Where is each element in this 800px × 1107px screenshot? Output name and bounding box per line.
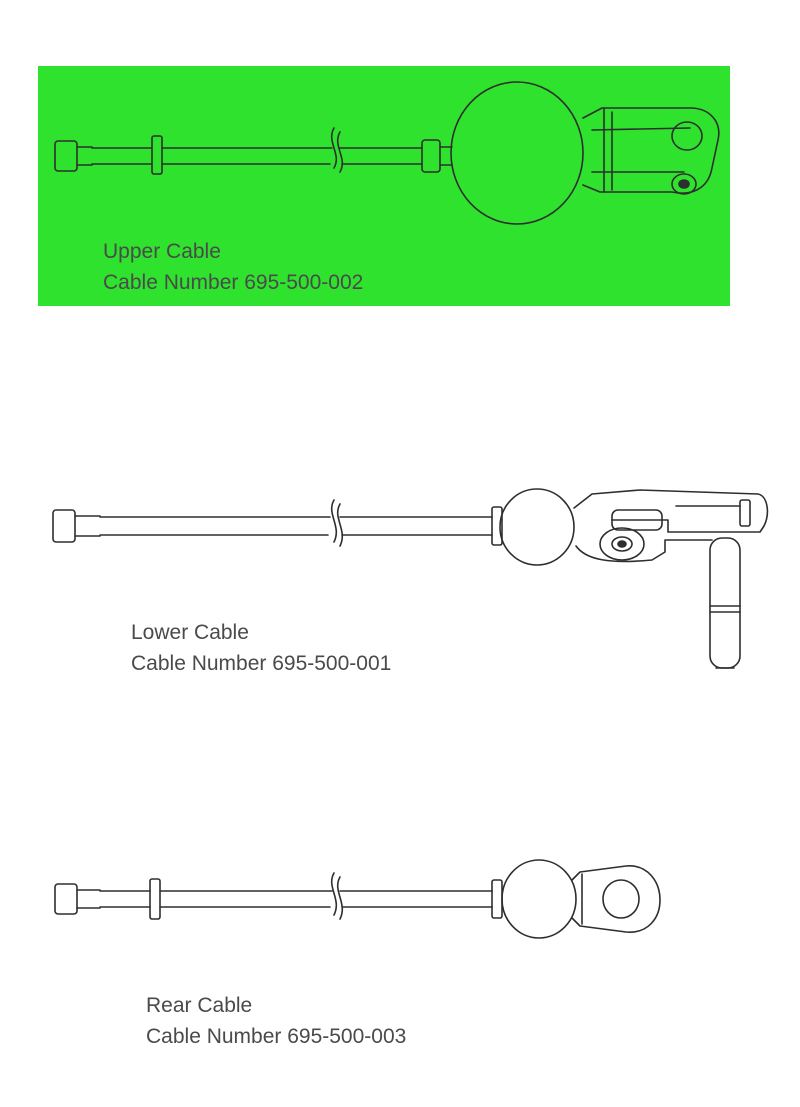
upper-cable-name: Upper Cable	[103, 240, 221, 263]
rear-cable-eyelet	[572, 866, 660, 932]
rear-cable-caption	[146, 990, 406, 1052]
rear-cable-ball	[502, 860, 576, 938]
rear-cable-name: Rear Cable	[146, 994, 253, 1017]
lower-cable-name: Lower Cable	[131, 621, 249, 644]
rear-cable-number: Cable Number 695-500-003	[146, 1025, 407, 1048]
lower-cable-number: Cable Number 695-500-001	[131, 652, 392, 675]
upper-cable-number: Cable Number 695-500-002	[103, 271, 364, 294]
rear-cable-left-ferrule	[55, 884, 100, 914]
rear-cable-shaft	[100, 873, 492, 919]
rear-cable-ferrule	[492, 880, 502, 918]
